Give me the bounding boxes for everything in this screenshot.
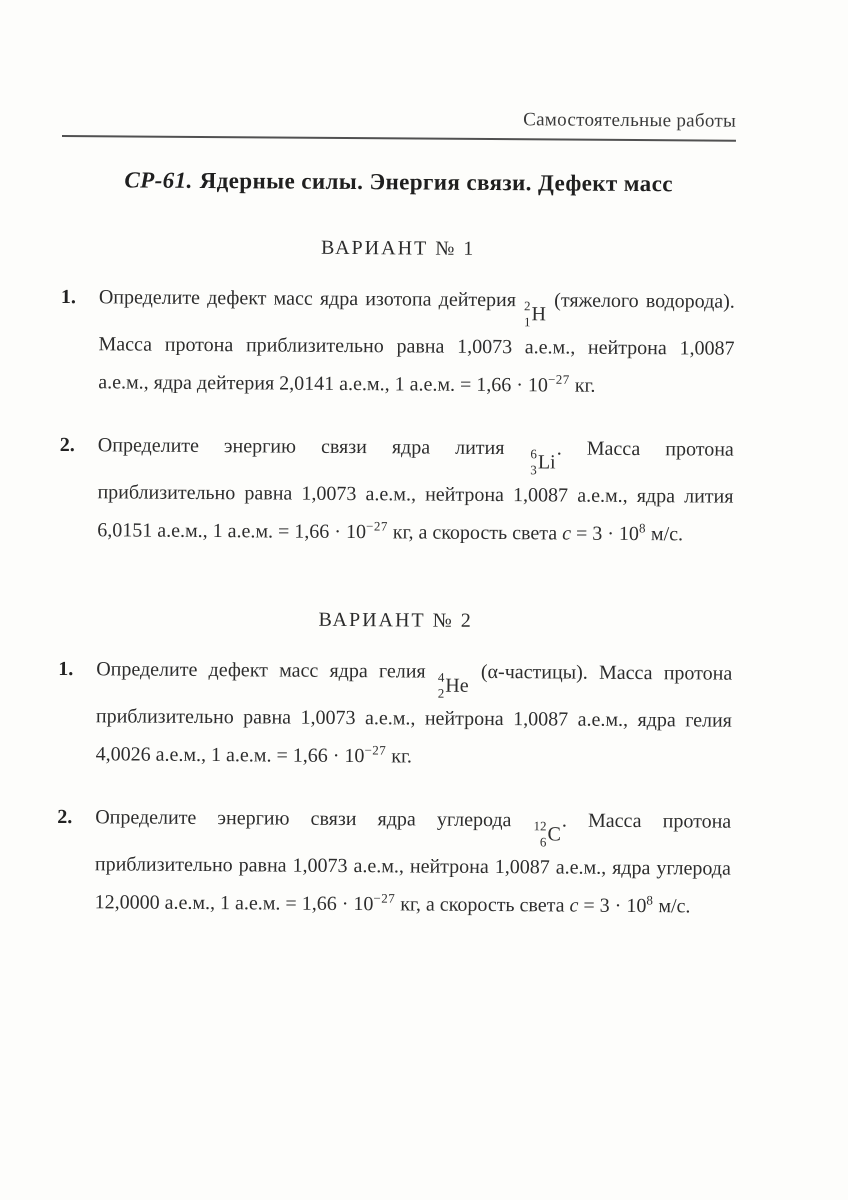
problem-item bbox=[59, 426, 734, 554]
isotope-notation bbox=[530, 447, 555, 476]
isotope-mass-charge-stack: 4 2 bbox=[437, 669, 445, 701]
isotope-notation bbox=[533, 819, 561, 848]
header-divider bbox=[62, 135, 736, 142]
element-symbol: He bbox=[445, 674, 469, 697]
element-symbol: Li bbox=[537, 450, 556, 473]
exponent: −27 bbox=[373, 890, 396, 906]
variant-1-problems bbox=[59, 278, 735, 554]
problem-number: 2. bbox=[59, 433, 75, 457]
page-title-text: Ядерные силы. Энергия связи. Дефект масс bbox=[199, 167, 673, 197]
problem-text: Определите дефект масс ядра изотопа дейтерия 2 1 H (тяжелого водорода). Масса протона приблизительно равна 1,0073 а.е.м., нейтрона 1,0087 а.е.м., ядра дейтерия 2,0141 а.е.м., 1 а.е.м. = $1,66 \cdot 10^{-27}$ кг. bbox=[98, 286, 735, 397]
isotope-mass-charge-stack: 12 6 bbox=[533, 818, 547, 850]
variant-2-heading: ВАРИАНТ № 2 bbox=[318, 608, 473, 632]
page-title-code: СР-61. bbox=[124, 167, 193, 193]
problem-number: 2. bbox=[57, 805, 73, 829]
element-symbol: C bbox=[547, 822, 561, 845]
exponent: 8 bbox=[646, 892, 654, 908]
problem-item bbox=[57, 798, 732, 926]
variant-1-heading: ВАРИАНТ № 1 bbox=[321, 236, 476, 260]
running-head: Самостоятельные работы bbox=[523, 109, 737, 132]
problem-text: Определите энергию связи ядра лития 6 3 Li . Масса протона приблизительно равна 1,0073 а.е.м., нейтрона 1,0087 а.е.м., ядра лития 6,0151 а.е.м., 1 а.е.м. = $1,66 \cdot 10^{-27}$ кг, а скорость света $c = 3 \cdot 10^8$ м/с. bbox=[97, 434, 734, 546]
problem-text: Определите энергию связи ядра углерода 12 6 C . Масса протона приблизительно равна 1,0073 а.е.м., нейтрона 1,0087 а.е.м., ядра углерода 12,0000 а.е.м., 1 а.е.м. = $1,66 \cdot 10^{-27}$ кг, а скорость света $c = 3 \cdot 10^8$ м/с. bbox=[94, 806, 732, 918]
isotope-notation bbox=[524, 299, 546, 328]
element-symbol: H bbox=[531, 302, 547, 325]
isotope-mass-charge-stack: 2 1 bbox=[523, 298, 531, 330]
problem-number: 1. bbox=[58, 657, 74, 681]
problem-item bbox=[58, 650, 733, 778]
page-content bbox=[57, 0, 737, 926]
italic-symbol: c bbox=[569, 894, 579, 917]
problem-item bbox=[60, 278, 735, 406]
isotope-mass-charge-stack: 6 3 bbox=[530, 446, 537, 478]
isotope-notation bbox=[438, 671, 469, 700]
variant-2-problems bbox=[57, 650, 733, 926]
italic-symbol: c bbox=[562, 522, 572, 545]
exponent: −27 bbox=[364, 742, 387, 758]
exponent: −27 bbox=[365, 518, 388, 534]
problem-number: 1. bbox=[60, 285, 76, 309]
exponent: −27 bbox=[547, 371, 570, 387]
page-title bbox=[62, 167, 736, 198]
problem-text: Определите дефект масс ядра гелия 4 2 He (α-частицы). Масса протона приблизительно равна 1,0073 а.е.м., нейтрона 1,0087 а.е.м., ядра гелия 4,0026 а.е.м., 1 а.е.м. = $1,66 \cdot 10^{-27}$ кг. bbox=[95, 658, 733, 768]
exponent: 8 bbox=[638, 520, 647, 536]
